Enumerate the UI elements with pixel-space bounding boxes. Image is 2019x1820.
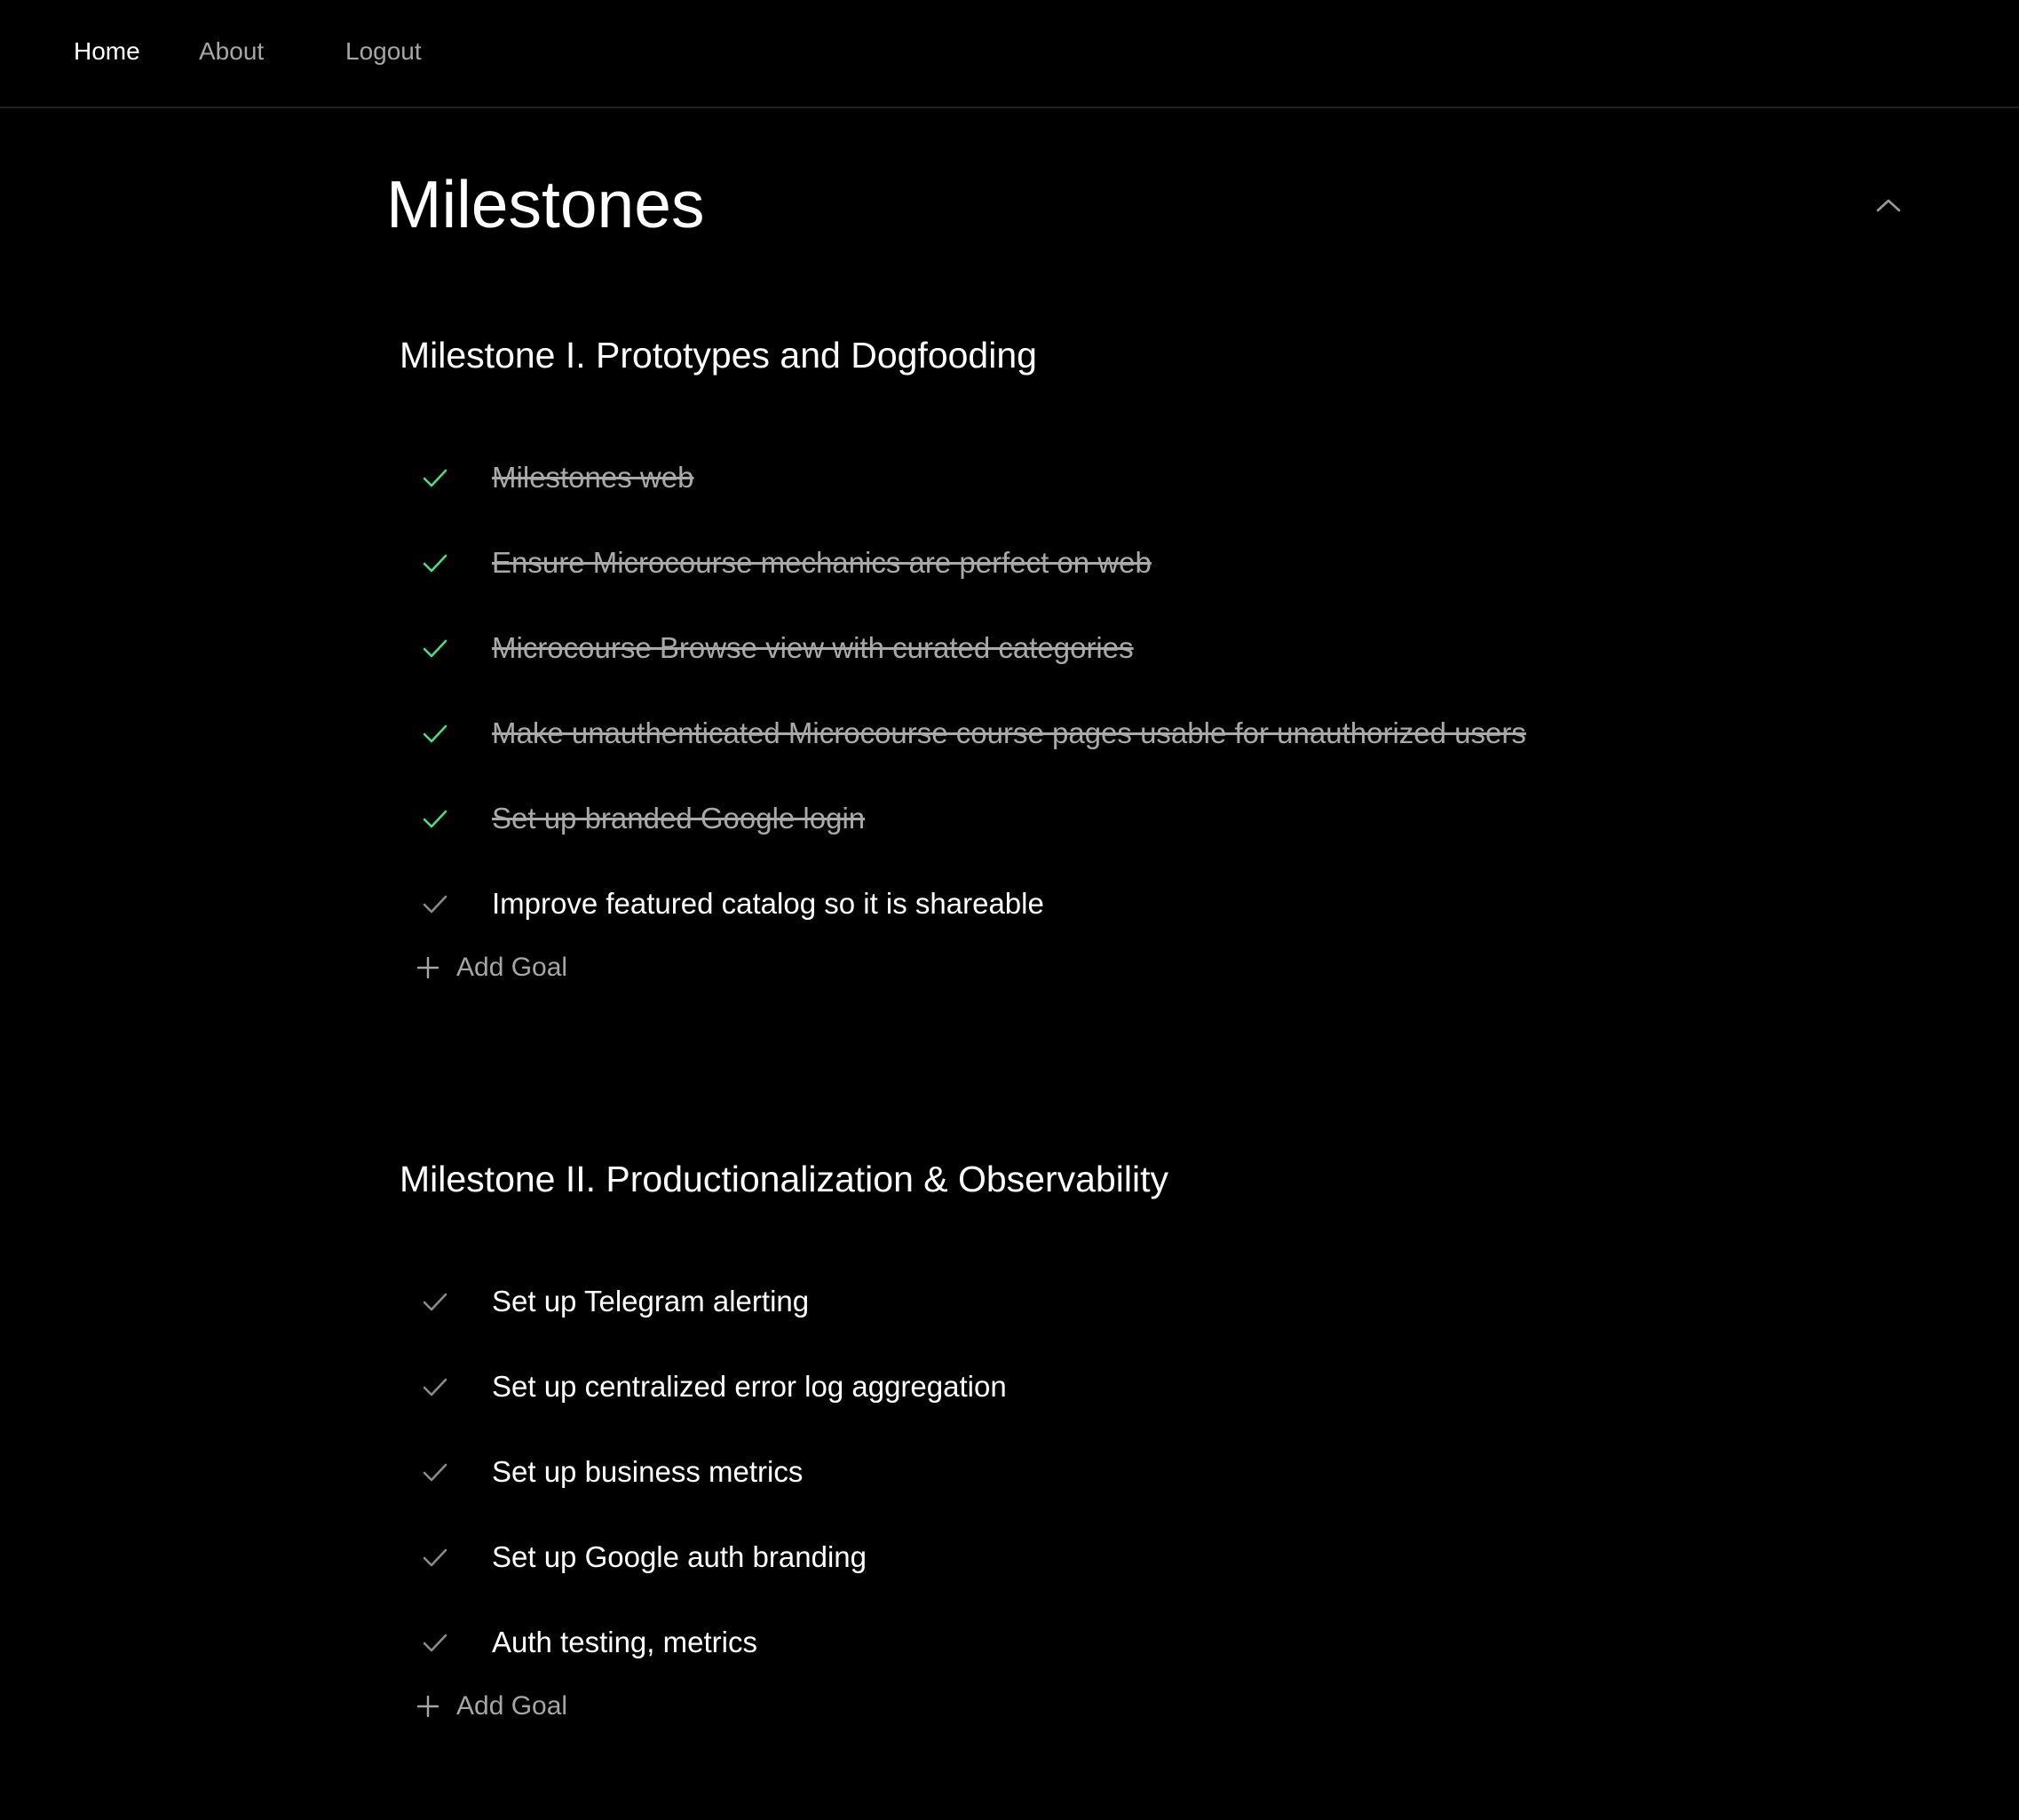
add-goal-label: Add Goal (456, 953, 568, 982)
goal-label[interactable]: Make unauthenticated Microcourse course pages usable for unauthorized users (492, 716, 1526, 749)
goal-label[interactable]: Set up centralized error log aggregation (492, 1370, 1007, 1403)
goal-label[interactable]: Set up branded Google login (492, 802, 866, 835)
goal-label[interactable]: Microcourse Browse view with curated categories (492, 631, 1134, 664)
top-navigation (0, 0, 2019, 108)
collapse-button[interactable] (1870, 186, 1907, 224)
milestone-title: Milestone II. Productionalization & Observability (400, 1159, 1168, 1199)
milestone-title: Milestone I. Prototypes and Dogfooding (400, 335, 1037, 376)
goal-label[interactable]: Set up Telegram alerting (492, 1285, 810, 1318)
check-icon[interactable] (421, 719, 449, 748)
goal-label[interactable]: Set up Google auth branding (492, 1540, 867, 1573)
chevron-up-icon (1875, 197, 1902, 213)
check-icon[interactable] (421, 1628, 449, 1657)
goal-label[interactable]: Auth testing, metrics (492, 1626, 757, 1658)
check-icon[interactable] (421, 549, 449, 577)
goal-label[interactable]: Set up business metrics (492, 1455, 804, 1488)
milestone-section (400, 1152, 1909, 1721)
add-goal-button[interactable] (416, 1689, 567, 1724)
goal-label[interactable]: Improve featured catalog so it is shareable (492, 887, 1044, 920)
check-icon[interactable] (421, 804, 449, 833)
nav-about-link[interactable]: About (199, 37, 265, 65)
add-goal-label: Add Goal (456, 1691, 568, 1721)
milestone-section (400, 328, 1909, 982)
nav-home-link[interactable]: Home (74, 37, 140, 65)
check-icon[interactable] (421, 1458, 449, 1486)
check-icon[interactable] (421, 634, 449, 662)
check-icon[interactable] (421, 1287, 449, 1316)
goal-label[interactable]: Milestones web (492, 461, 694, 494)
plus-icon (416, 1694, 440, 1719)
goal-label[interactable]: Ensure Microcourse mechanics are perfect on web (492, 546, 1152, 579)
check-icon[interactable] (421, 463, 449, 492)
check-icon[interactable] (421, 1373, 449, 1401)
check-icon[interactable] (421, 890, 449, 918)
plus-icon (416, 955, 440, 980)
nav-logout-link[interactable]: Logout (345, 37, 422, 65)
add-goal-button[interactable] (416, 950, 567, 985)
check-icon[interactable] (421, 1543, 449, 1571)
page-title: Milestones (386, 167, 705, 241)
